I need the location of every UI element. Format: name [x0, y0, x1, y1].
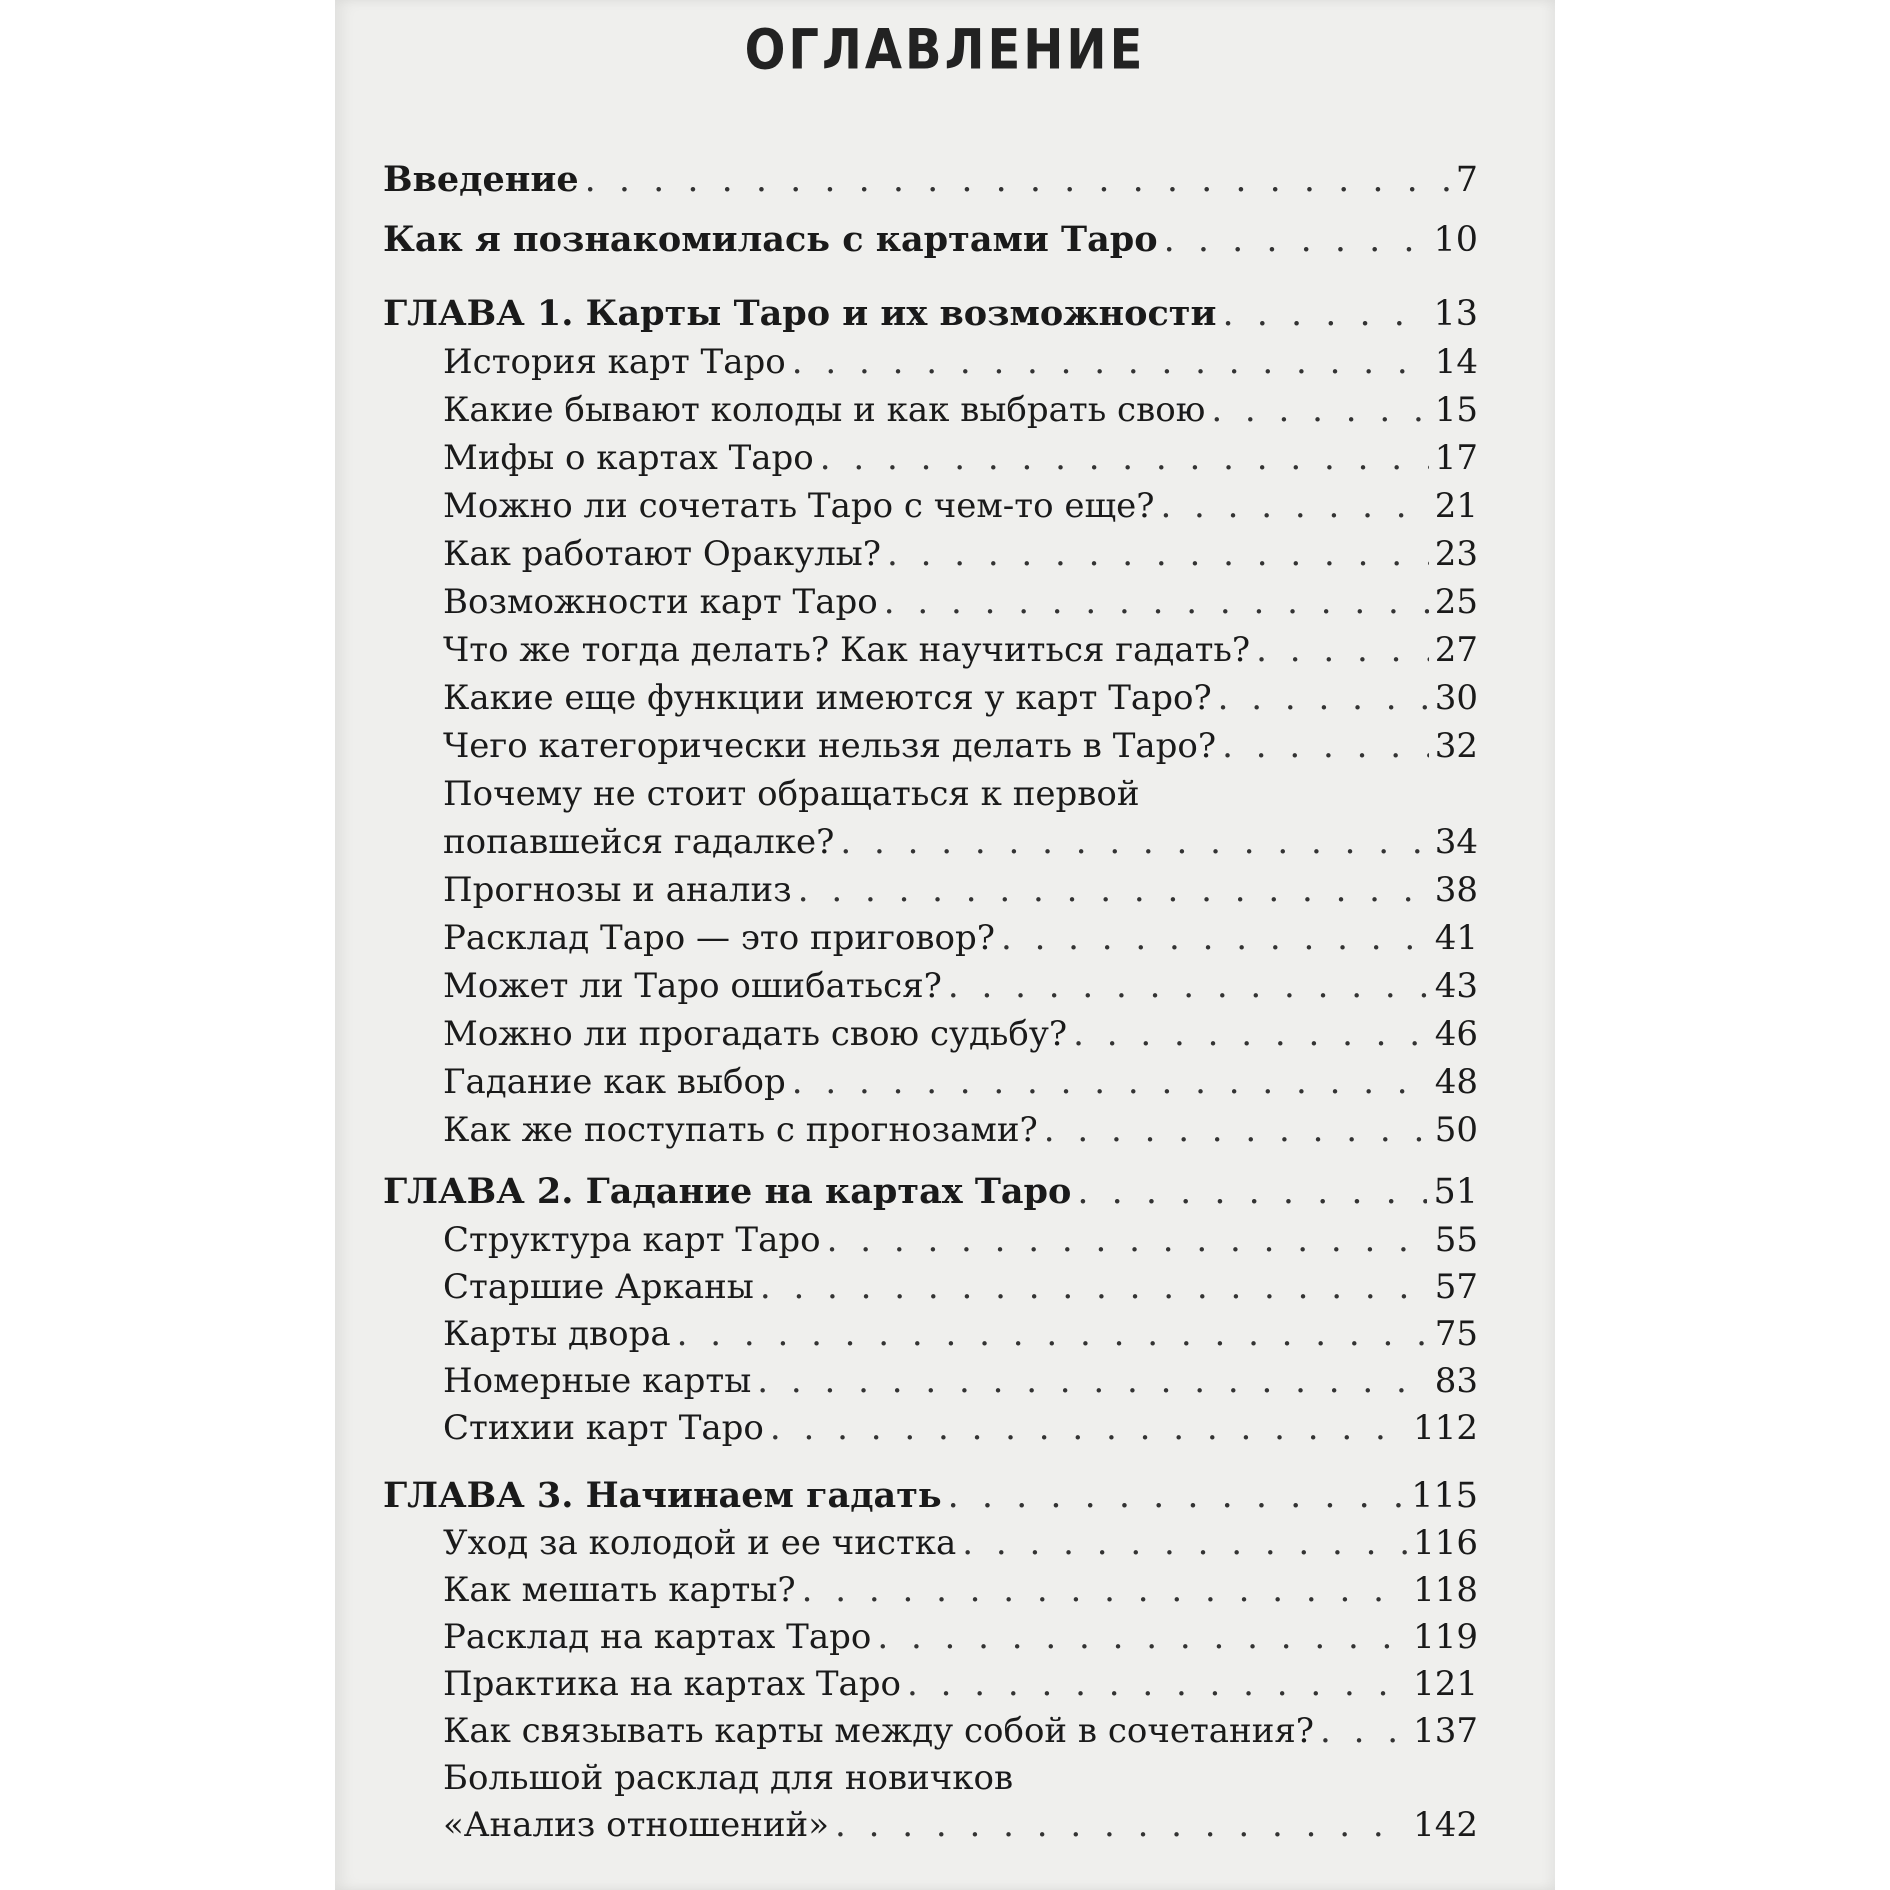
toc-entry	[443, 1406, 1478, 1450]
dot-leader	[962, 1521, 1407, 1565]
toc-chapter-entry	[383, 1474, 1478, 1518]
toc-entry-label: Уход за колодой и ее чистка	[443, 1523, 957, 1563]
dot-leader	[1320, 1709, 1407, 1753]
dot-leader	[948, 964, 1429, 1008]
table-of-contents	[335, 0, 1555, 1890]
toc-entry-label: ГЛАВА 3. Начинаем гадать	[383, 1475, 942, 1516]
toc-page-number: 46	[1434, 1014, 1478, 1054]
toc-entry-label: Гадание как выбор	[443, 1062, 786, 1102]
toc-entry	[443, 724, 1478, 768]
toc-entry	[443, 868, 1478, 912]
toc-entry-label: Практика на картах Таро	[443, 1664, 902, 1704]
toc-page-number: 116	[1413, 1523, 1478, 1563]
toc-entry-label: Структура карт Таро	[443, 1220, 821, 1260]
toc-entry	[383, 158, 1478, 202]
toc-page-number: 75	[1434, 1314, 1478, 1354]
toc-entry-label: Расклад на картах Таро	[443, 1617, 872, 1657]
toc-entry-label: Номерные карты	[443, 1361, 752, 1401]
dot-leader	[792, 340, 1429, 384]
toc-page-number: 119	[1413, 1617, 1478, 1657]
toc-page-number: 23	[1434, 534, 1478, 574]
toc-page-number: 38	[1434, 870, 1478, 910]
toc-page-number: 7	[1455, 160, 1478, 200]
toc-page-number: 115	[1411, 1476, 1478, 1516]
toc-entry-label: «Анализ отношений»	[443, 1805, 830, 1845]
toc-page-number: 15	[1434, 390, 1478, 430]
toc-page-number: 50	[1434, 1110, 1478, 1150]
dot-leader	[884, 580, 1429, 624]
dot-leader	[877, 1615, 1407, 1659]
toc-entry	[443, 1359, 1478, 1403]
toc-entry	[443, 1521, 1478, 1565]
toc-entry-label: Стихии карт Таро	[443, 1408, 764, 1448]
dot-leader	[585, 158, 1450, 202]
toc-entry-label: Как мешать карты?	[443, 1570, 796, 1610]
dot-leader	[1256, 628, 1429, 672]
dot-leader	[802, 1568, 1407, 1612]
dot-leader	[1077, 1170, 1427, 1214]
toc-entry	[443, 1662, 1478, 1706]
toc-page-number: 48	[1434, 1062, 1478, 1102]
toc-entry-label: Какие бывают колоды и как выбрать свою	[443, 390, 1206, 430]
toc-entry	[443, 1615, 1478, 1659]
toc-entry	[443, 820, 1478, 864]
toc-entry-label: Может ли Таро ошибаться?	[443, 966, 942, 1006]
dot-leader	[907, 1662, 1407, 1706]
toc-entry-label: Мифы о картах Таро	[443, 438, 814, 478]
toc-page-number: 118	[1413, 1570, 1478, 1610]
toc-entry-label: Карты двора	[443, 1314, 671, 1354]
toc-page-number: 55	[1434, 1220, 1478, 1260]
toc-page-number: 112	[1413, 1408, 1478, 1448]
toc-entry-label: Можно ли прогадать свою судьбу?	[443, 1014, 1068, 1054]
dot-leader	[1001, 916, 1429, 960]
toc-entry	[443, 388, 1478, 432]
toc-page-number: 121	[1413, 1664, 1478, 1704]
toc-entry	[443, 340, 1478, 384]
toc-entry-label: Расклад Таро — это приговор?	[443, 918, 995, 958]
dot-leader	[770, 1406, 1407, 1450]
dot-leader	[840, 820, 1428, 864]
toc-entry	[443, 580, 1478, 624]
toc-page-number: 41	[1434, 918, 1478, 958]
book-page	[335, 0, 1555, 1890]
toc-entry	[443, 484, 1478, 528]
dot-leader	[820, 436, 1429, 480]
toc-chapter-entry	[383, 292, 1478, 336]
toc-entry	[443, 1312, 1478, 1356]
dot-leader	[792, 1060, 1429, 1104]
toc-entry-label: Как связывать карты между собой в сочетания?	[443, 1711, 1315, 1751]
toc-entry	[443, 532, 1478, 576]
dot-leader	[1073, 1012, 1429, 1056]
toc-page-number: 51	[1433, 1172, 1478, 1212]
toc-page-number: 32	[1434, 726, 1478, 766]
dot-leader	[1164, 218, 1428, 262]
toc-entry	[443, 1012, 1478, 1056]
toc-entry	[443, 1060, 1478, 1104]
dot-leader	[948, 1474, 1406, 1518]
toc-page-number: 10	[1433, 220, 1478, 260]
toc-entry	[443, 676, 1478, 720]
toc-page-number: 83	[1434, 1361, 1478, 1401]
toc-page-number: 17	[1434, 438, 1478, 478]
dot-leader	[1218, 676, 1429, 720]
toc-entry	[383, 218, 1478, 262]
toc-entry-label: Как же поступать с прогнозами?	[443, 1110, 1038, 1150]
toc-entry	[443, 628, 1478, 672]
toc-page-number: 27	[1434, 630, 1478, 670]
toc-entry-label-line1: Почему не стоит обращаться к первой	[443, 774, 1140, 814]
toc-entry-label: Возможности карт Таро	[443, 582, 878, 622]
toc-page-number: 57	[1434, 1267, 1478, 1307]
toc-page-number: 14	[1434, 342, 1478, 382]
dot-leader	[677, 1312, 1429, 1356]
page-title: ОГЛАВЛЕНИЕ	[744, 17, 1146, 83]
toc-chapter-entry	[383, 1170, 1478, 1214]
dot-leader	[757, 1359, 1428, 1403]
toc-entry-label: Введение	[383, 159, 579, 200]
toc-entry	[443, 436, 1478, 480]
dot-leader	[760, 1265, 1429, 1309]
toc-page-number: 142	[1413, 1805, 1478, 1845]
dot-leader	[1222, 292, 1427, 336]
dot-leader	[1044, 1108, 1429, 1152]
toc-entry	[443, 1568, 1478, 1612]
dot-leader	[798, 868, 1429, 912]
toc-entry-label: Как я познакомилась с картами Таро	[383, 219, 1158, 260]
dot-leader	[835, 1803, 1407, 1847]
toc-entry-label: Чего категорически нельзя делать в Таро?	[443, 726, 1217, 766]
toc-page-number: 30	[1434, 678, 1478, 718]
toc-entry-label: Прогнозы и анализ	[443, 870, 792, 910]
toc-entry	[443, 1108, 1478, 1152]
toc-entry	[443, 1218, 1478, 1262]
toc-entry-label: Как работают Оракулы?	[443, 534, 881, 574]
toc-entry	[443, 1803, 1478, 1847]
toc-page-number: 13	[1433, 294, 1478, 334]
toc-entry-label: Старшие Арканы	[443, 1267, 754, 1307]
dot-leader	[827, 1218, 1429, 1262]
toc-entry	[443, 1265, 1478, 1309]
toc-entry	[443, 1709, 1478, 1753]
toc-page-number: 137	[1413, 1711, 1478, 1751]
toc-entry-label: попавшейся гадалке?	[443, 822, 835, 862]
toc-entry	[443, 964, 1478, 1008]
dot-leader	[887, 532, 1429, 576]
toc-entry	[443, 916, 1478, 960]
toc-entry-label: Какие еще функции имеются у карт Таро?	[443, 678, 1212, 718]
toc-page-number: 43	[1434, 966, 1478, 1006]
toc-page-number: 21	[1434, 486, 1478, 526]
dot-leader	[1211, 388, 1428, 432]
toc-entry-label: ГЛАВА 1. Карты Таро и их возможности	[383, 293, 1217, 334]
toc-entry-label: История карт Таро	[443, 342, 786, 382]
dot-leader	[1222, 724, 1429, 768]
toc-entry-label: Можно ли сочетать Таро с чем-то еще?	[443, 486, 1155, 526]
toc-page-number: 34	[1434, 822, 1478, 862]
toc-entry-label: ГЛАВА 2. Гадание на картах Таро	[383, 1171, 1072, 1212]
toc-entry-label-line1: Большой расклад для новичков	[443, 1758, 1014, 1798]
dot-leader	[1160, 484, 1428, 528]
toc-entry-label: Что же тогда делать? Как научиться гадать?	[443, 630, 1251, 670]
toc-page-number: 25	[1434, 582, 1478, 622]
